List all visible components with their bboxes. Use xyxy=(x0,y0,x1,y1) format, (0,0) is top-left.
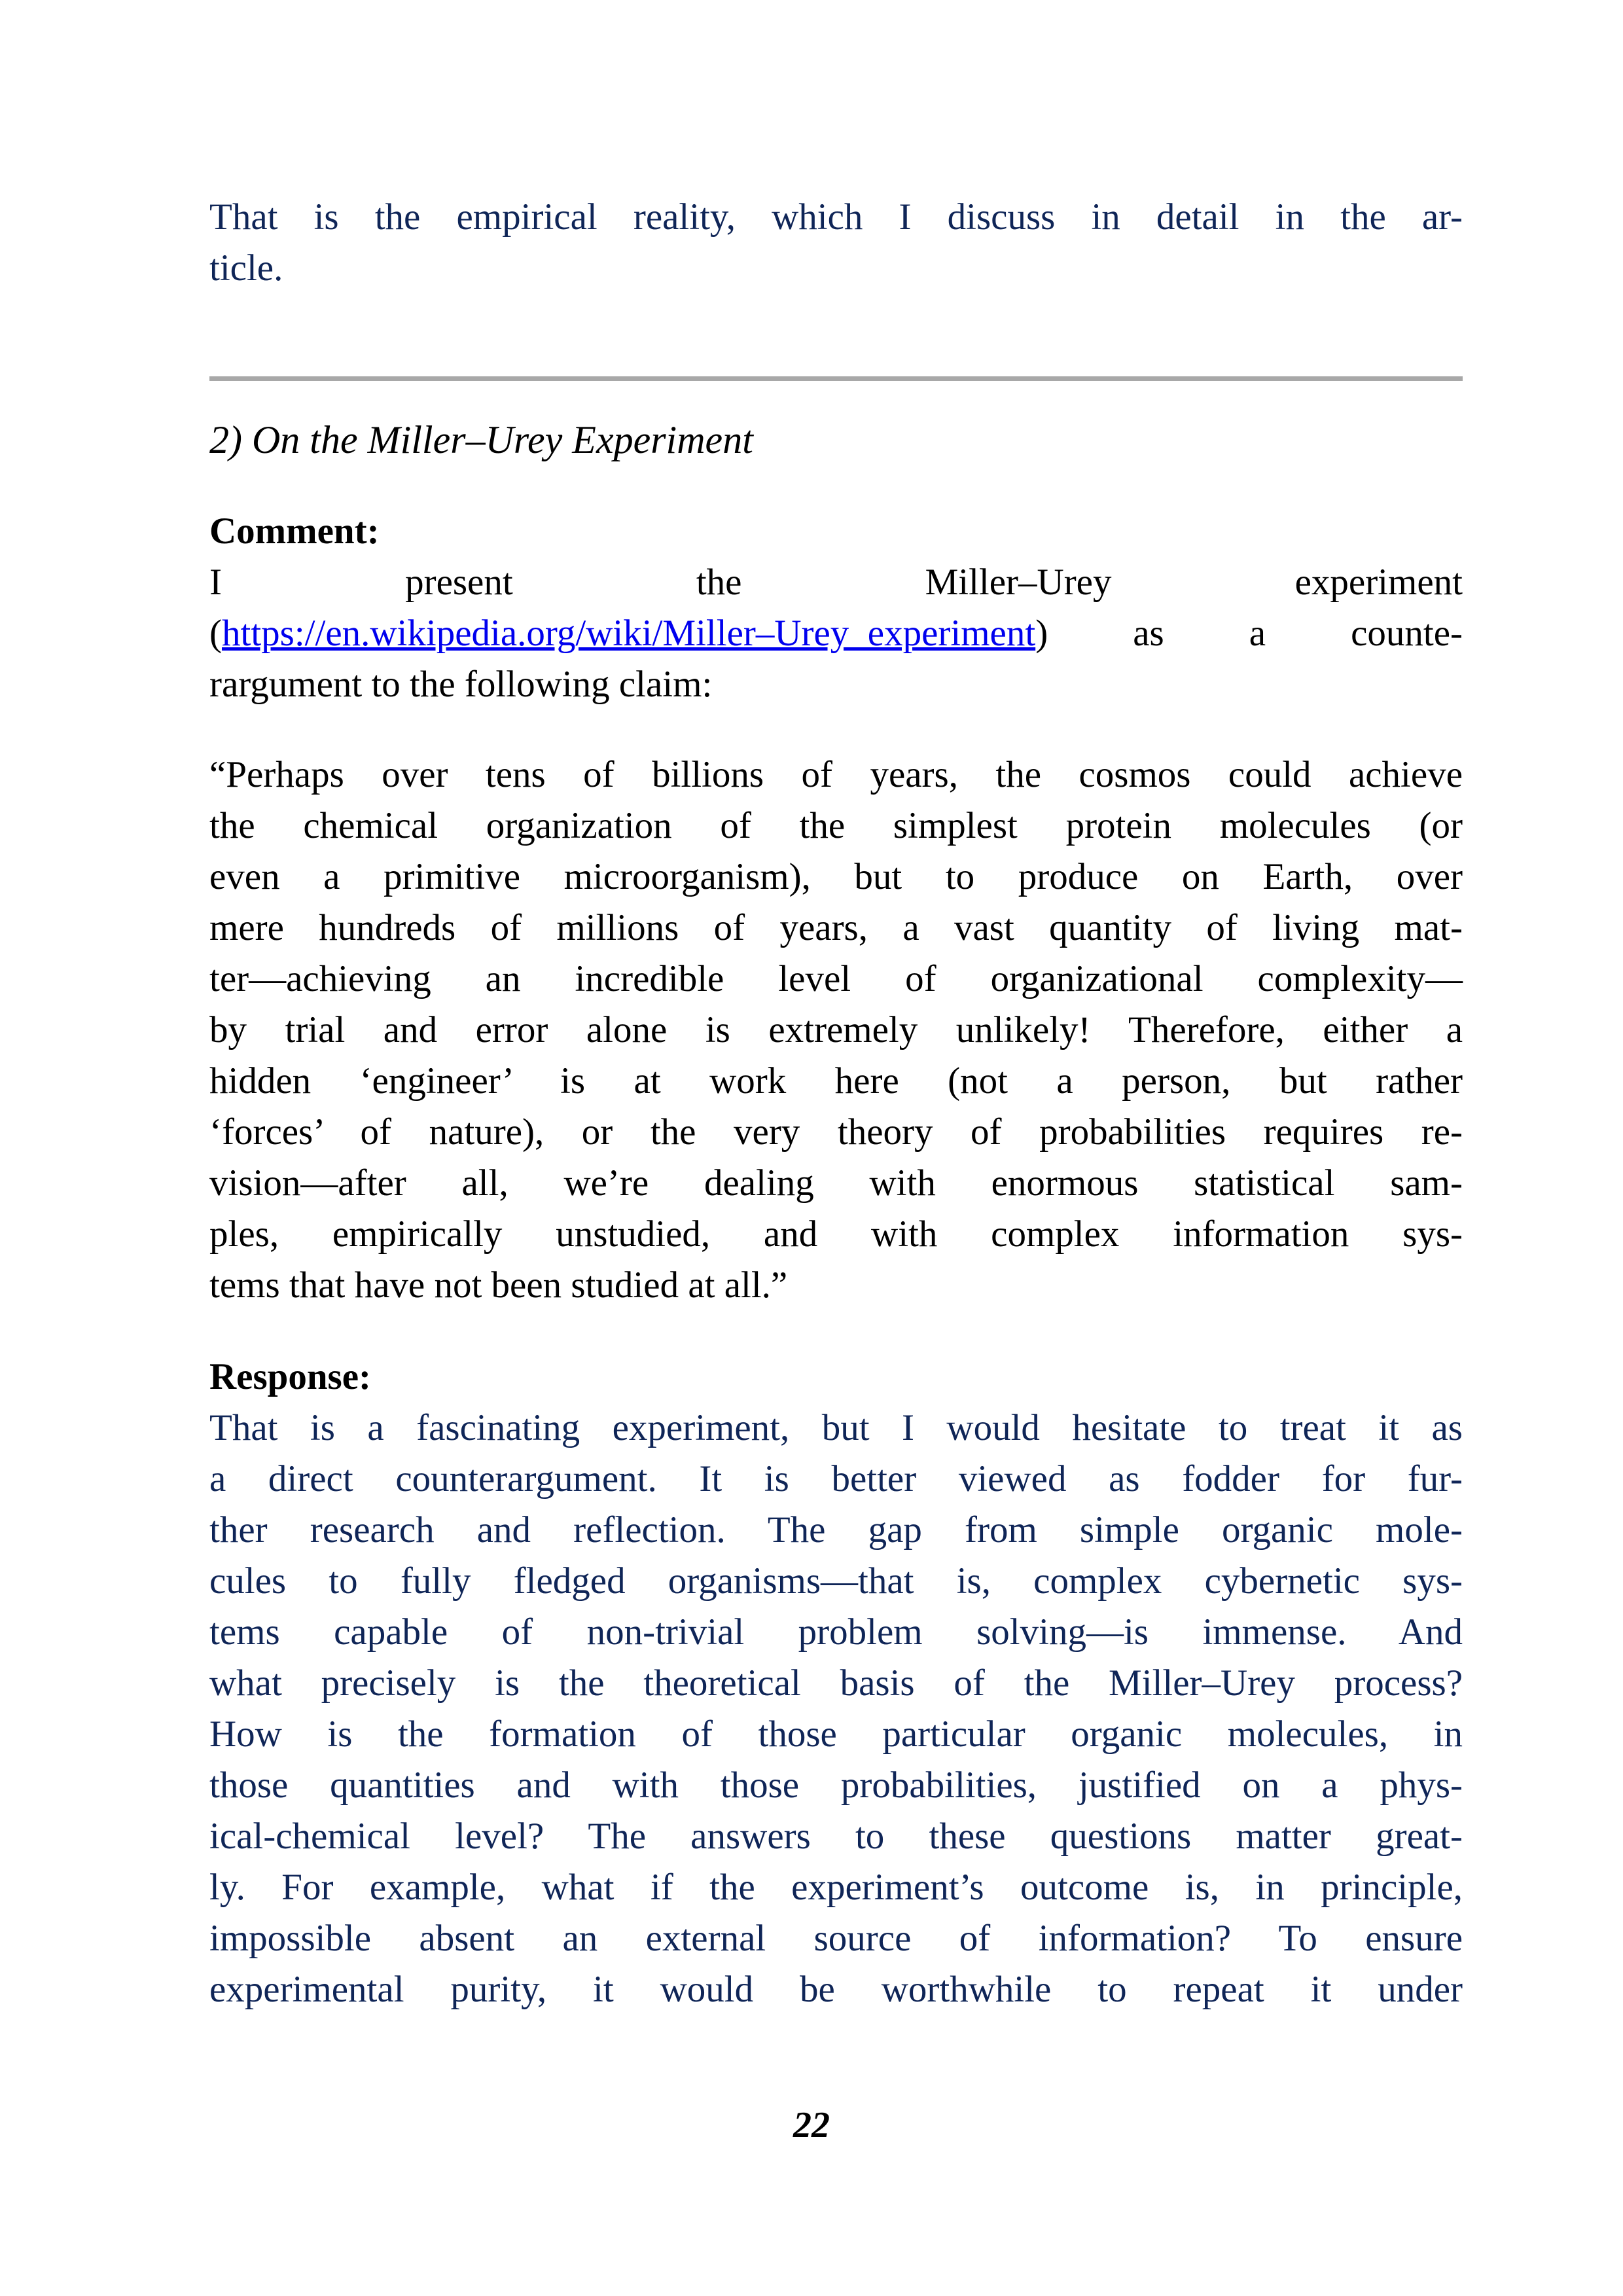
text-line: tems that have not been studied at all.” xyxy=(209,1265,788,1306)
text-line: How is the formation of those particular organic molecules, in xyxy=(209,1713,1463,1755)
section-heading: 2) On the Miller–Urey Experiment xyxy=(209,418,753,461)
text-line: mere hundreds of millions of years, a vast quantity of living mat- xyxy=(209,907,1463,948)
text-line: “Perhaps over tens of billions of years, the cosmos could achieve xyxy=(209,754,1463,795)
text-line: vision—after all, we’re dealing with enormous statistical sam- xyxy=(209,1162,1463,1204)
text-line: tems capable of non-trivial problem solving—is immense. And xyxy=(209,1611,1463,1653)
text-line: hidden ‘engineer’ is at work here (not a person, but rather xyxy=(209,1060,1463,1102)
text-column xyxy=(209,0,1463,2015)
response-label: Response: xyxy=(209,1356,372,1397)
text-line: ples, empirically unstudied, and with complex information sys- xyxy=(209,1213,1463,1255)
link-line-tail: ) as a counte- xyxy=(1035,613,1463,654)
text-line: cules to fully fledged organisms—that is, complex cybernetic sys- xyxy=(209,1560,1463,1602)
text-line: ther research and reflection. The gap from simple organic mole- xyxy=(209,1509,1463,1551)
text-line: rargument to the following claim: xyxy=(209,664,713,705)
text-line: even a primitive microorganism), but to produce on Earth, over xyxy=(209,856,1463,897)
text-line: experimental purity, it would be worthwhile to repeat it under xyxy=(209,1969,1463,2010)
wikipedia-link[interactable]: https://en.wikipedia.org/wiki/Miller–Urey_experiment xyxy=(221,613,1036,654)
comment-paragraph xyxy=(209,557,1463,710)
text-line: That is the empirical reality, which I discuss in detail in the ar- xyxy=(209,196,1463,238)
comment-label: Comment: xyxy=(209,511,380,552)
text-line: what precisely is the theoretical basis of the Miller–Urey process? xyxy=(209,1662,1463,1704)
text-line: by trial and error alone is extremely unlikely! Therefore, either a xyxy=(209,1009,1463,1050)
quote-paragraph xyxy=(209,749,1463,1311)
text-line: ly. For example, what if the experiment’s outcome is, in principle, xyxy=(209,1867,1463,1908)
text-line: I present the Miller–Urey experiment xyxy=(209,562,1463,603)
text-line: ical-chemical level? The answers to these questions matter great- xyxy=(209,1816,1463,1857)
text-line: ticle. xyxy=(209,247,283,289)
text-line: That is a fascinating experiment, but I would hesitate to treat it as xyxy=(209,1407,1463,1448)
text-line xyxy=(209,608,1463,659)
intro-paragraph xyxy=(209,192,1463,294)
response-paragraph xyxy=(209,1403,1463,2015)
text-line: ter—achieving an incredible level of organizational complexity— xyxy=(209,958,1463,999)
text-line: ‘forces’ of nature), or the very theory of probabilities requires re- xyxy=(209,1111,1463,1153)
text-line: the chemical organization of the simplest protein molecules (or xyxy=(209,805,1463,846)
text-line: those quantities and with those probabilities, justified on a phys- xyxy=(209,1765,1463,1806)
section-divider xyxy=(209,376,1463,381)
text-line: impossible absent an external source of information? To ensure xyxy=(209,1918,1463,1959)
link-open-paren: ( xyxy=(209,613,222,654)
page-number: 22 xyxy=(793,2105,830,2145)
text-line: a direct counterargument. It is better viewed as fodder for fur- xyxy=(209,1458,1463,1499)
